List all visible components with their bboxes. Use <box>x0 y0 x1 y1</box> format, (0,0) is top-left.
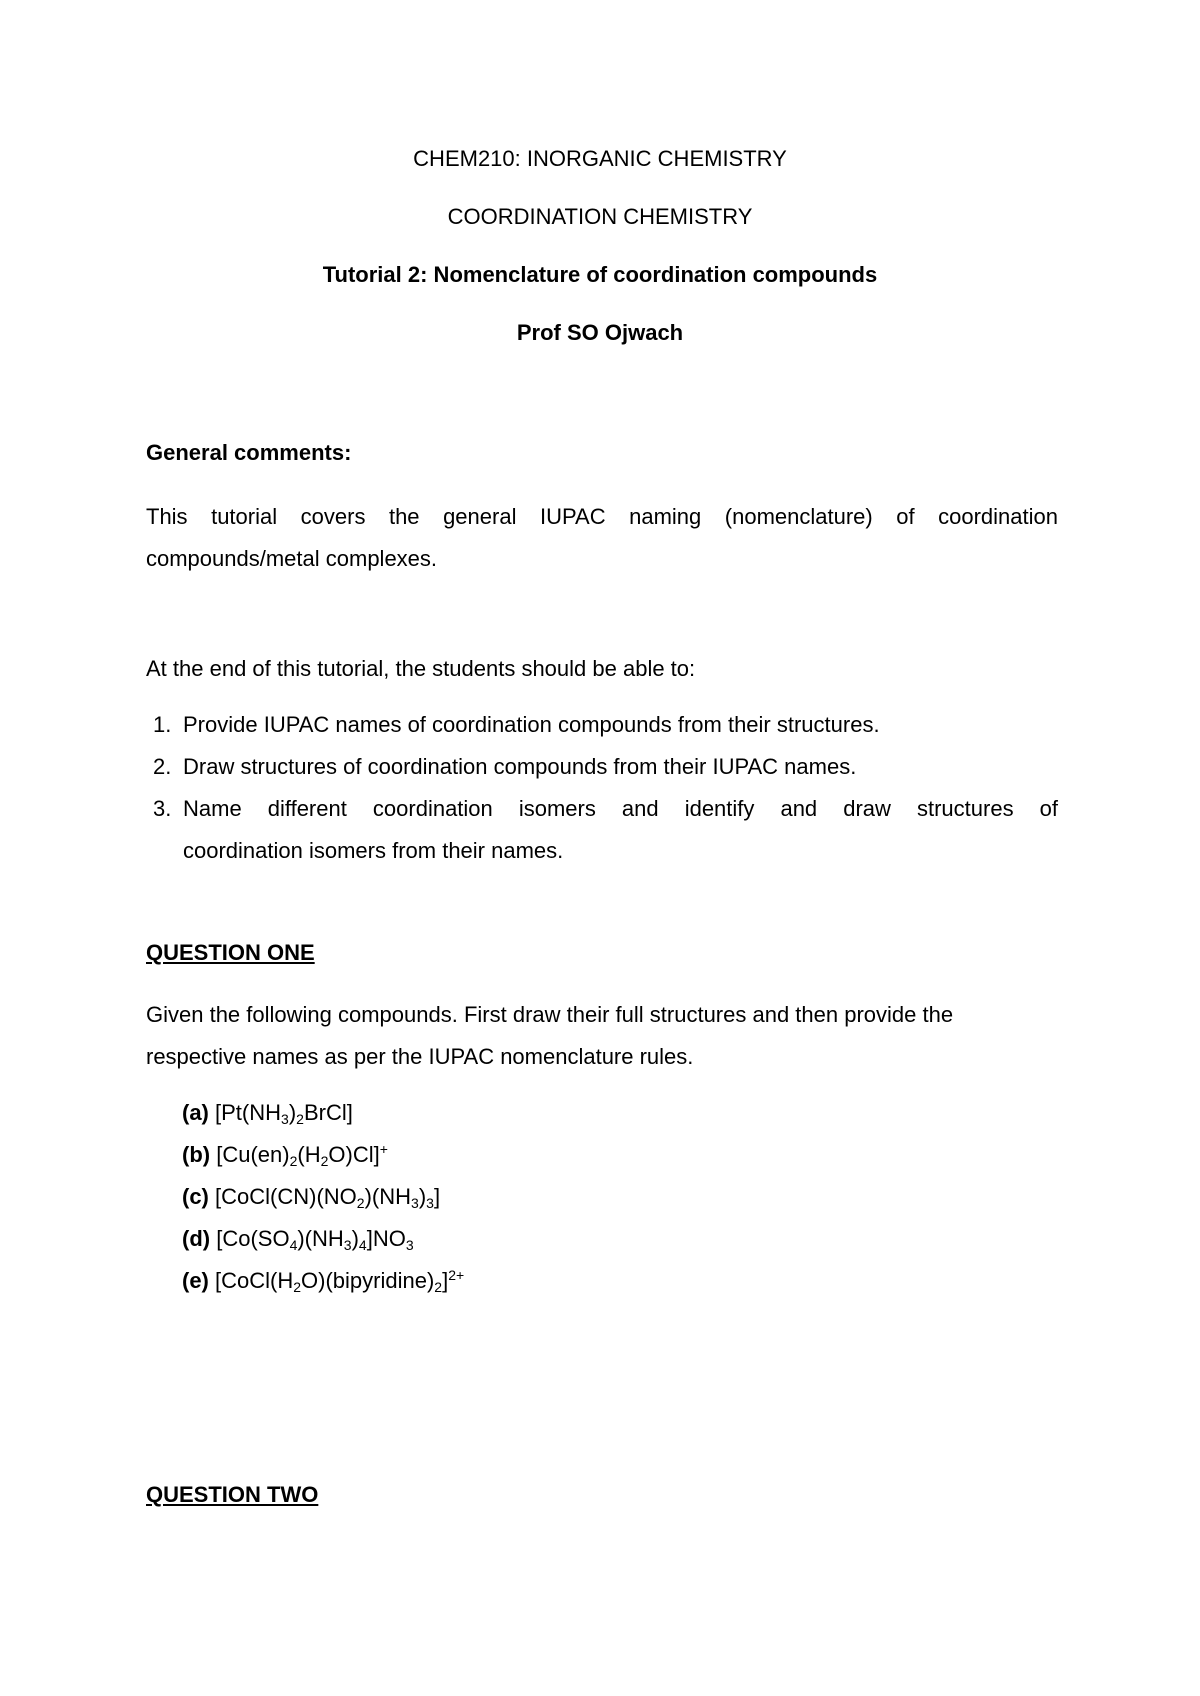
formula-text: O)Cl] <box>328 1142 380 1167</box>
subscript: 4 <box>358 1237 367 1253</box>
formula-text: [CoCl(CN)(NO <box>208 1184 357 1209</box>
formula-text: [Co(SO <box>210 1226 290 1251</box>
tutorial-title: Tutorial 2: Nomenclature of coordination compounds <box>322 262 878 287</box>
formula-c <box>182 1184 440 1210</box>
general-comments-heading: General comments: <box>146 440 352 465</box>
formula-label: (a) <box>182 1100 209 1125</box>
formula-label: (e) <box>182 1268 209 1293</box>
formula-text: ]NO <box>366 1226 406 1251</box>
objective-number: 2. <box>153 754 172 779</box>
objective-text: Provide IUPAC names of coordination compounds from their structures. <box>183 712 880 737</box>
subscript: 3 <box>411 1195 419 1211</box>
general-comments-text <box>146 496 1058 580</box>
objective-item <box>153 746 1058 788</box>
objectives-intro: At the end of this tutorial, the students should be able to: <box>146 656 696 681</box>
objective-text: Name different coordination isomers and identify and draw structures of <box>183 796 1058 821</box>
formula-text: BrCl] <box>303 1100 353 1125</box>
subscript: 4 <box>289 1237 298 1253</box>
formula-d <box>182 1226 414 1252</box>
question-one-line-2: respective names as per the IUPAC nomenclature rules. <box>146 1044 694 1069</box>
formula-text: ) <box>418 1184 427 1209</box>
subscript: 2 <box>356 1195 365 1211</box>
formula-b <box>182 1142 388 1168</box>
objective-item <box>153 704 1058 746</box>
general-comments-line-2: compounds/metal complexes. <box>146 546 438 571</box>
course-title: CHEM210: INORGANIC CHEMISTRY <box>413 146 787 171</box>
formula-text: ) <box>288 1100 297 1125</box>
subscript: 2 <box>320 1153 329 1169</box>
objective-text: Draw structures of coordination compounds from their IUPAC names. <box>183 754 857 779</box>
objective-number: 1. <box>153 712 172 737</box>
superscript: + <box>379 1141 388 1157</box>
formula-text: [CoCl(H <box>208 1268 294 1293</box>
question-one-heading: QUESTION ONE <box>146 940 315 965</box>
formula-text: [Pt(NH <box>208 1100 282 1125</box>
subscript: 2 <box>293 1279 302 1295</box>
subscript: 2 <box>296 1111 304 1127</box>
question-two-heading: QUESTION TWO <box>146 1482 319 1507</box>
topic-title: COORDINATION CHEMISTRY <box>447 204 753 229</box>
question-one-line-1: Given the following compounds. First draw their full structures and then provide the <box>146 1002 954 1027</box>
subscript: 3 <box>281 1111 289 1127</box>
objective-item <box>153 788 1058 872</box>
question-one-text <box>146 994 1058 1078</box>
general-comments-line-1: This tutorial covers the general IUPAC naming (nomenclature) of coordination <box>146 504 1058 529</box>
formula-text: ] <box>442 1268 449 1293</box>
formula-text: O)(bipyridine) <box>301 1268 435 1293</box>
formula-label: (d) <box>182 1226 211 1251</box>
subscript: 3 <box>426 1195 434 1211</box>
formula-text: )(NH <box>364 1184 412 1209</box>
formula-text: ) <box>351 1226 359 1251</box>
formula-text: [Cu(en) <box>210 1142 290 1167</box>
formula-text: )(NH <box>297 1226 344 1251</box>
objective-number: 3. <box>153 796 172 821</box>
formula-e <box>182 1268 464 1294</box>
superscript: 2+ <box>448 1267 465 1283</box>
formula-label: (c) <box>182 1184 209 1209</box>
formula-a <box>182 1100 353 1126</box>
subscript: 2 <box>289 1153 298 1169</box>
author-name: Prof SO Ojwach <box>516 320 684 345</box>
subscript: 2 <box>434 1279 443 1295</box>
formula-label: (b) <box>182 1142 211 1167</box>
formula-text: ] <box>433 1184 441 1209</box>
subscript: 3 <box>343 1237 352 1253</box>
subscript: 3 <box>405 1237 414 1253</box>
formula-text: (H <box>297 1142 321 1167</box>
objective-text-continued: coordination isomers from their names. <box>183 838 564 863</box>
